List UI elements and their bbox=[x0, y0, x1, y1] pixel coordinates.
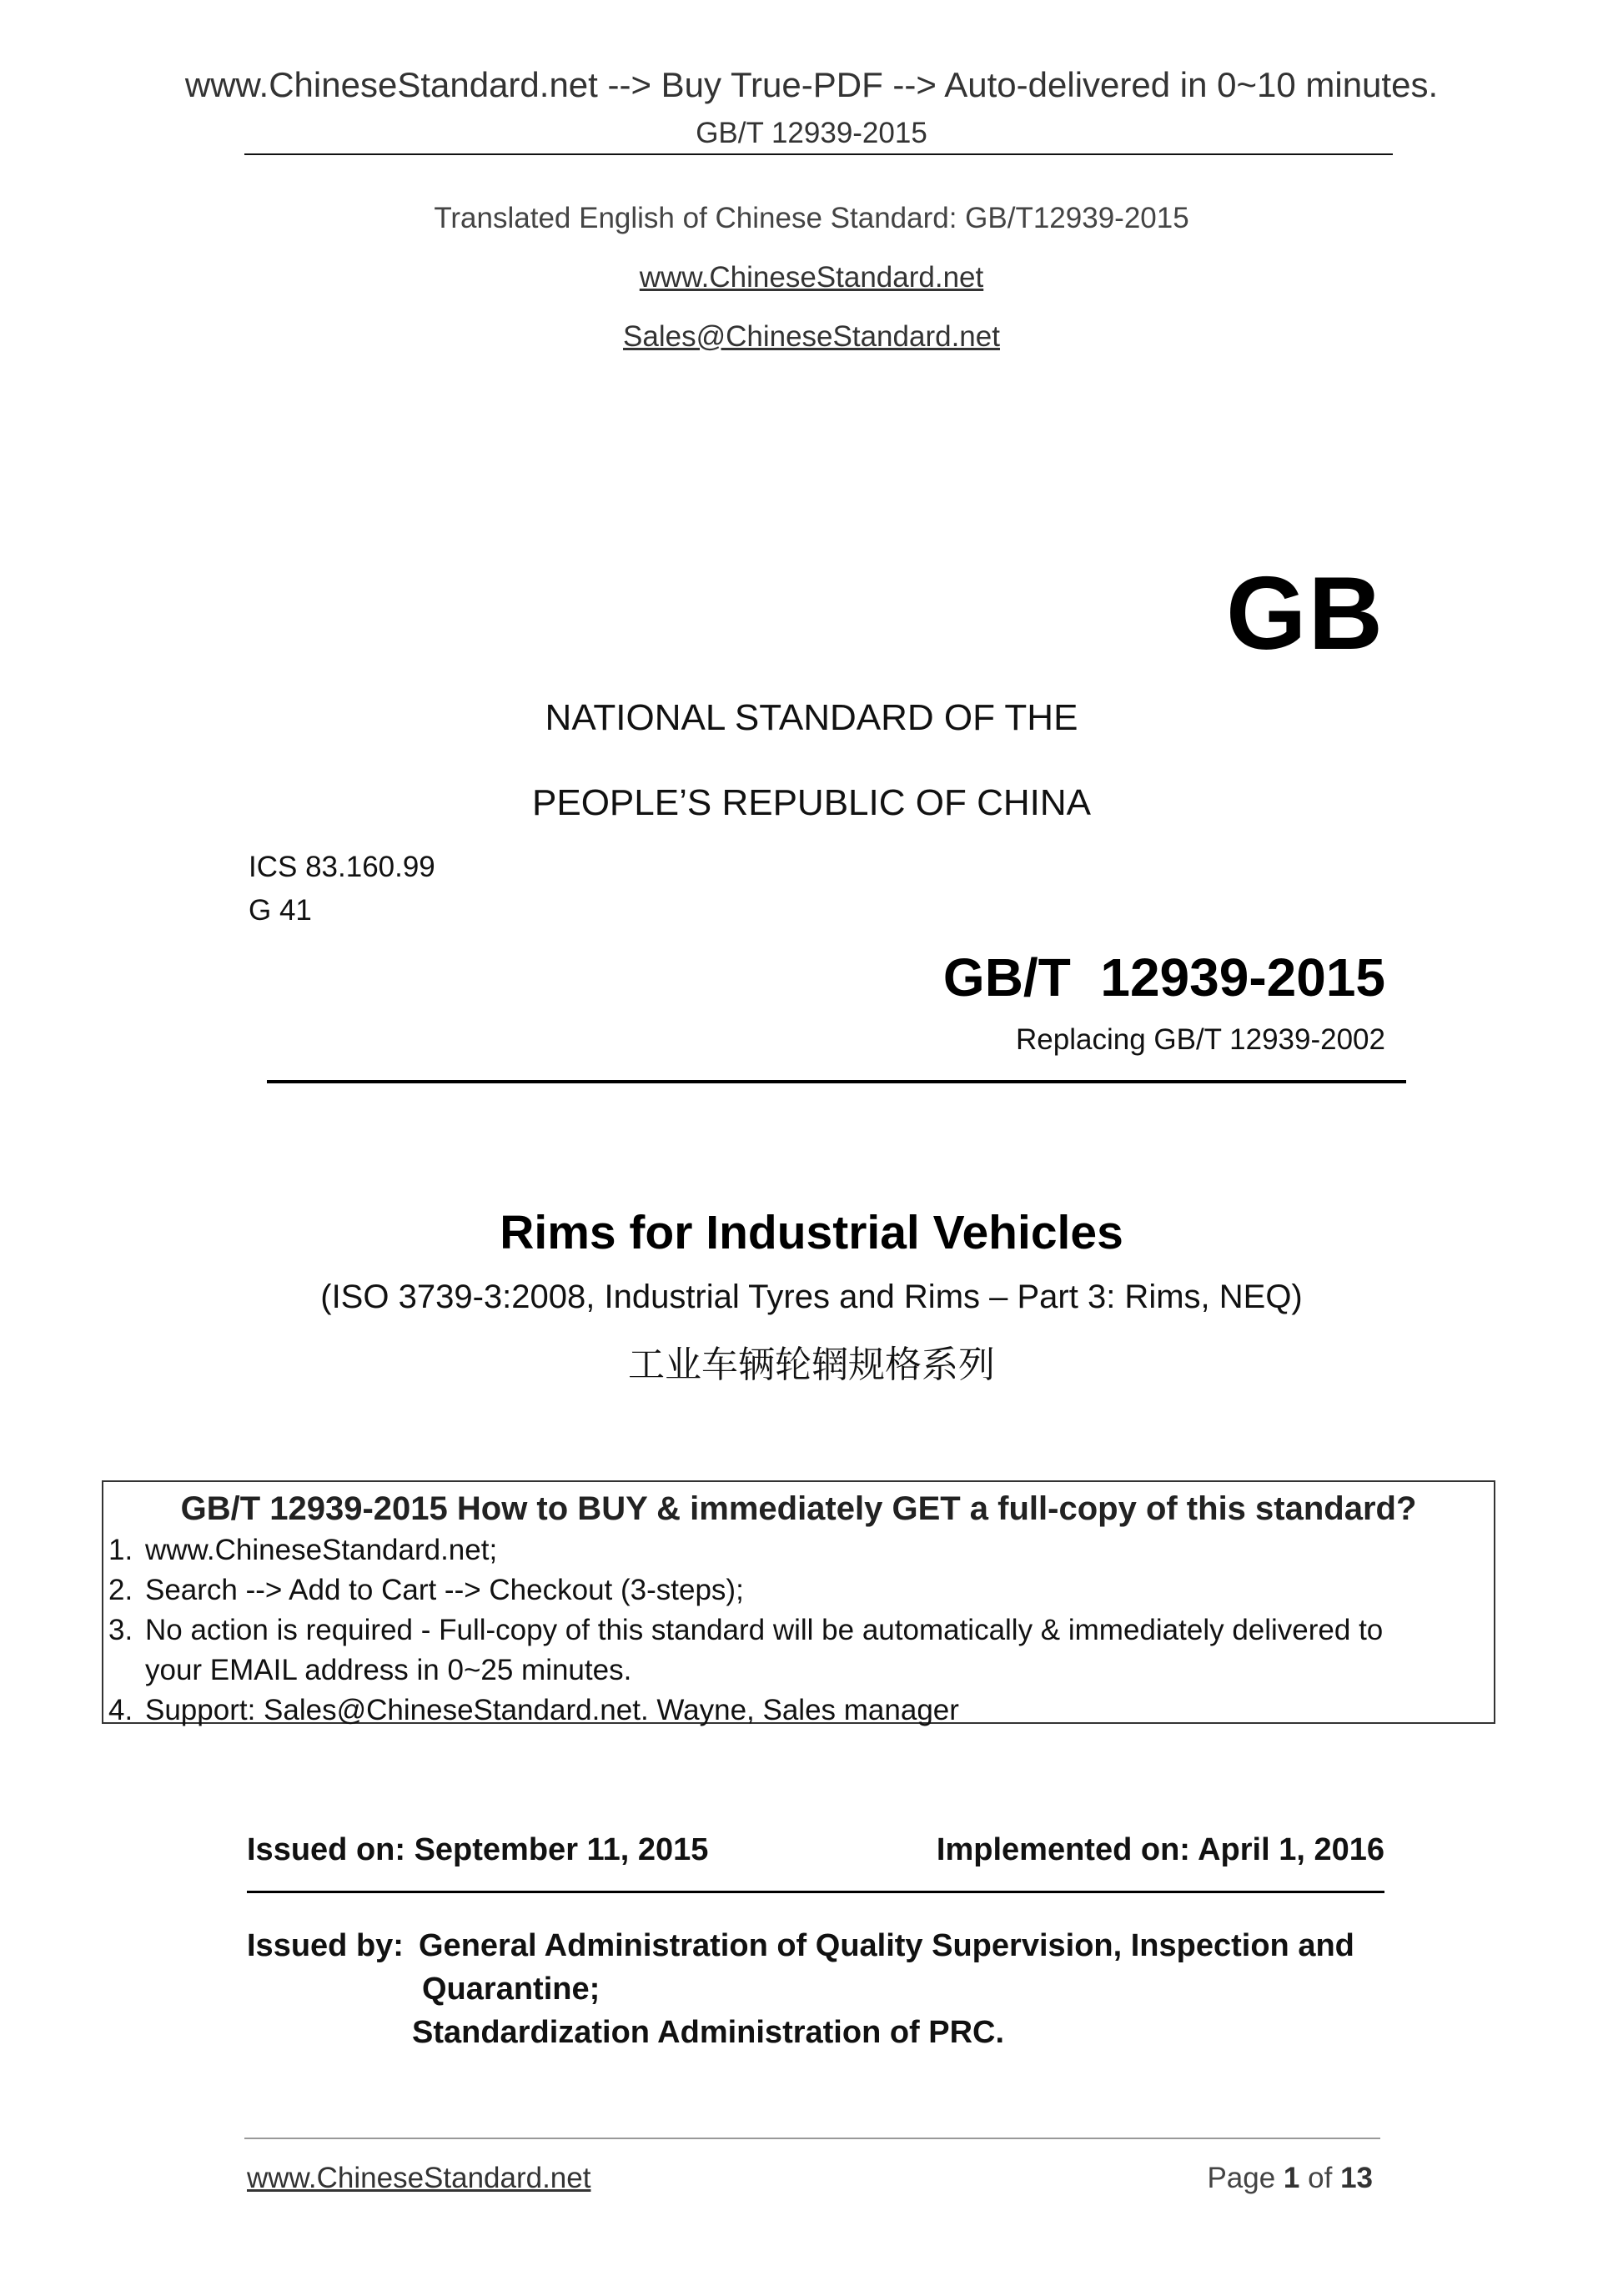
replacing-note: Replacing GB/T 12939-2002 bbox=[1016, 1023, 1385, 1056]
standard-number: GB/T 12939-2015 bbox=[942, 947, 1385, 1007]
step-number: 1. bbox=[108, 1534, 133, 1566]
issuer-line-1: General Administration of Quality Supervision, Inspection and bbox=[419, 1928, 1354, 1963]
issued-by-label: Issued by: bbox=[247, 1928, 404, 1963]
purchase-step-3 bbox=[108, 1614, 1383, 1647]
site-link-wrapper bbox=[0, 261, 1623, 294]
step-text: your EMAIL address in 0~25 minutes. bbox=[145, 1654, 632, 1686]
document-subtitle: (ISO 3739-3:2008, Industrial Tyres and Rims – Part 3: Rims, NEQ) bbox=[320, 1279, 1303, 1315]
footer-divider bbox=[244, 2138, 1380, 2139]
issuer-line-2: Quarantine; bbox=[422, 1972, 600, 2007]
classification-code: G 41 bbox=[249, 894, 312, 927]
page-current: 1 bbox=[1283, 2162, 1300, 2194]
footer-site-wrapper bbox=[247, 2162, 590, 2195]
issuer-line-3: Standardization Administration of PRC. bbox=[412, 2015, 1005, 2050]
issued-on-date: Issued on: September 11, 2015 bbox=[247, 1832, 709, 1867]
implemented-on-date: Implemented on: April 1, 2016 bbox=[936, 1832, 1384, 1867]
step-number: 4. bbox=[108, 1694, 133, 1726]
page-indicator bbox=[1207, 2162, 1373, 2195]
sales-email-wrapper bbox=[0, 320, 1623, 354]
header-standard-code: GB/T 12939-2015 bbox=[696, 117, 927, 149]
ics-code: ICS 83.160.99 bbox=[249, 851, 435, 883]
step-text: No action is required - Full-copy of this standard will be automatically & immediately delivered to bbox=[145, 1614, 1384, 1646]
purchase-box-title: GB/T 12939-2015 How to BUY & immediately GET a full-copy of this standard? bbox=[180, 1490, 1417, 1527]
purchase-step-2 bbox=[108, 1574, 744, 1607]
purchase-step-3-continued bbox=[145, 1654, 631, 1687]
page-of: of bbox=[1308, 2162, 1333, 2194]
sales-email-link[interactable]: Sales@ChineseStandard.net bbox=[623, 320, 1000, 353]
header-divider bbox=[244, 153, 1393, 155]
top-banner: www.ChineseStandard.net --> Buy True-PDF --> Auto-delivered in 0~10 minutes. bbox=[184, 65, 1439, 104]
purchase-step-1 bbox=[108, 1534, 497, 1567]
document-title: Rims for Industrial Vehicles bbox=[500, 1206, 1123, 1259]
step-text: Search --> Add to Cart --> Checkout (3-steps); bbox=[145, 1574, 744, 1606]
purchase-info-box bbox=[102, 1480, 1495, 1724]
step-text: Support: Sales@ChineseStandard.net. Wayne, Sales manager bbox=[145, 1694, 959, 1726]
document-chinese-title: 工业车辆轮辋规格系列 bbox=[628, 1344, 995, 1386]
footer-site-link[interactable]: www.ChineseStandard.net bbox=[247, 2162, 591, 2194]
step-text: www.ChineseStandard.net; bbox=[145, 1534, 498, 1566]
step-number: 2. bbox=[108, 1574, 133, 1606]
translated-note: Translated English of Chinese Standard: GB/T12939-2015 bbox=[434, 202, 1189, 234]
title-divider bbox=[267, 1080, 1406, 1083]
gb-logo: GB bbox=[1226, 556, 1384, 671]
page-total: 13 bbox=[1340, 2162, 1373, 2194]
site-link[interactable]: www.ChineseStandard.net bbox=[639, 261, 984, 294]
purchase-step-4 bbox=[108, 1694, 959, 1727]
step-number: 3. bbox=[108, 1614, 133, 1646]
dates-divider bbox=[247, 1891, 1384, 1893]
national-standard-line-1: NATIONAL STANDARD OF THE bbox=[545, 697, 1078, 738]
national-standard-line-2: PEOPLE’S REPUBLIC OF CHINA bbox=[532, 782, 1091, 823]
page-prefix: Page bbox=[1207, 2162, 1276, 2194]
